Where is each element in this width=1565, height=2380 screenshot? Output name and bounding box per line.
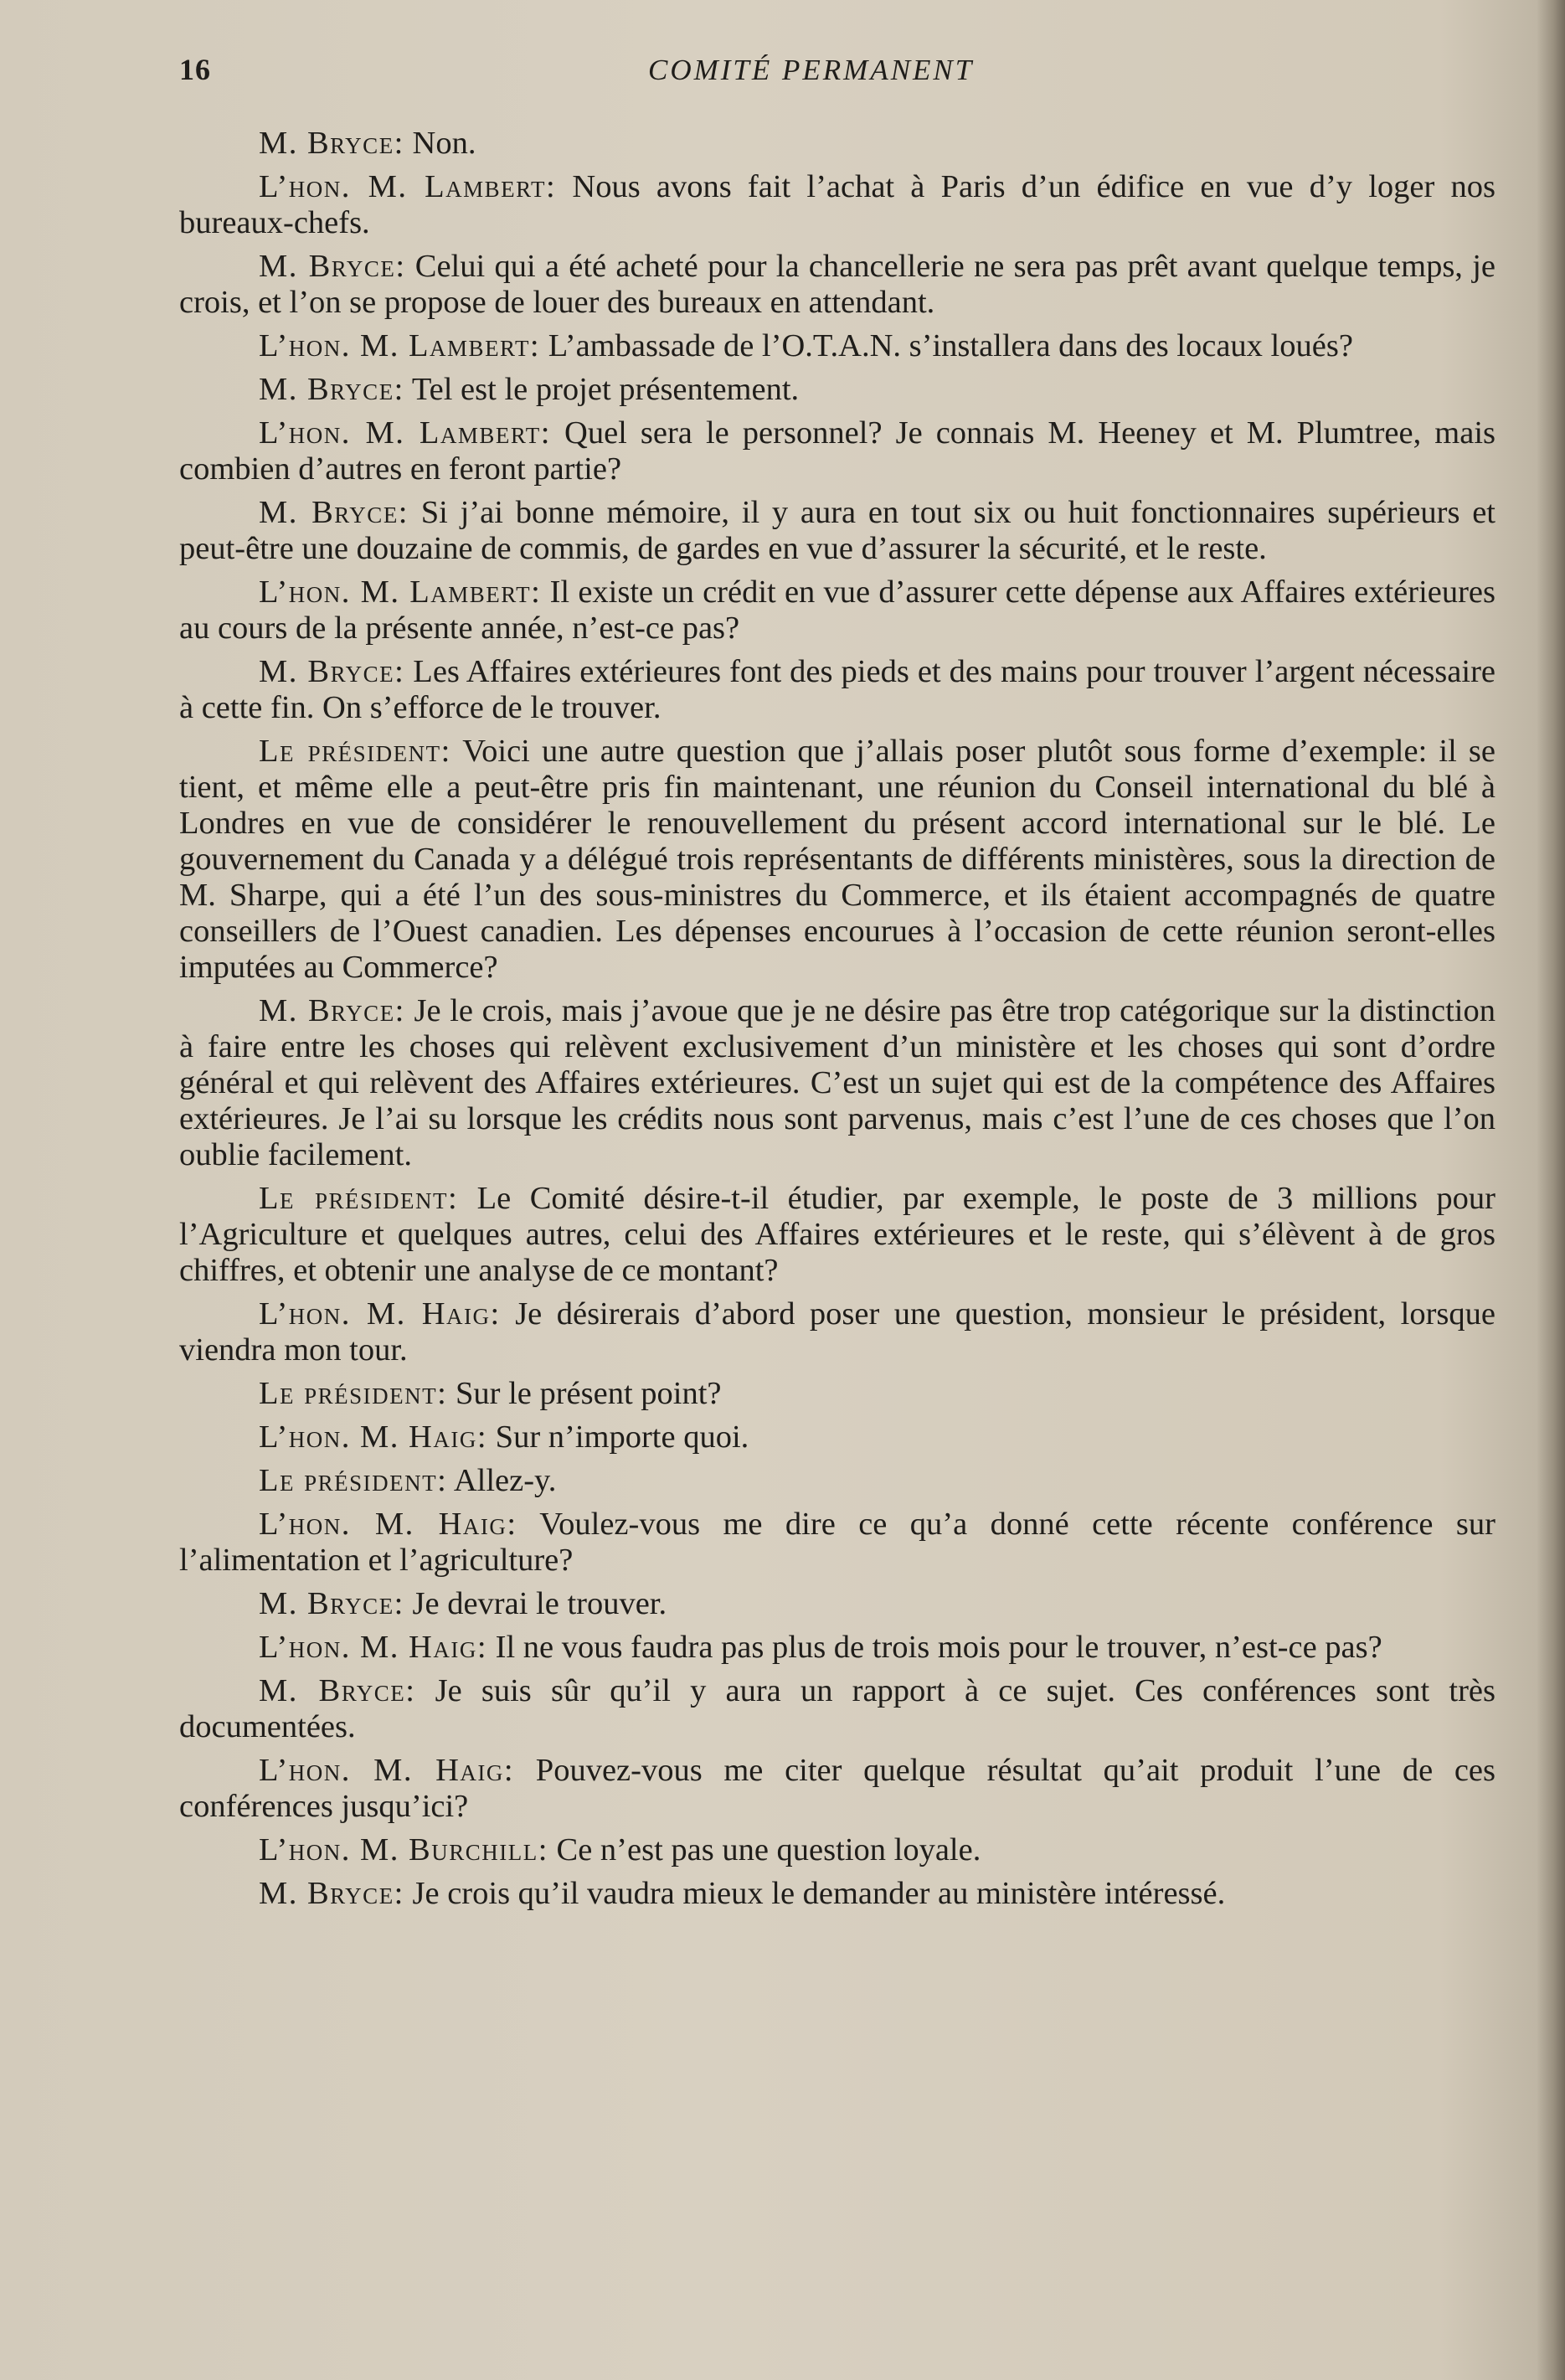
paragraph-text: Ce n’est pas une question loyale. <box>548 1832 981 1867</box>
paragraph-text: Sur n’importe quoi. <box>487 1419 749 1455</box>
paragraph <box>179 126 1496 162</box>
paragraph <box>179 495 1496 567</box>
paragraph <box>179 415 1496 487</box>
paragraph-text: Je le crois, mais j’avoue que je ne désire pas être trop catégorique sur la distinction à faire entre les choses qui relèvent exclusivement d’un ministère et les choses qui sont d’ordre général et qui relèvent des Affaires extérieures. C’est un sujet qui est de la compétence des Affaires extérieures. Je l’ai su lorsque les crédits nous sont parvenus, mais c’est l’une de ces choses que l’on oublie facilement. <box>179 993 1496 1172</box>
paragraph <box>179 1376 1496 1412</box>
speaker-name: L’hon. M. Haig: <box>259 1753 515 1788</box>
paragraph-text: Je devrai le trouver. <box>404 1586 667 1621</box>
paragraph <box>179 574 1496 647</box>
paragraph-text: Voici une autre question que j’allais poser plutôt sous forme d’exemple: il se tient, et même elle a peut-être pris fin maintenant, une réunion du Conseil international du blé à Londres en vue de considérer le renouvellement du présent accord international sur le blé. Le gouvernement du Canada y a délégué trois représentants de différents ministères, sous la direction de M. Sharpe, qui a été l’un des sous-ministres du Commerce, et ils étaient accompagnés de quatre conseillers de l’Ouest canadien. Les dépenses encourues à l’occasion de cette réunion seront-elles imputées au Commerce? <box>179 734 1496 985</box>
speaker-name: L’hon. M. Lambert: <box>259 415 551 451</box>
transcript-body <box>179 126 1496 1919</box>
paragraph <box>179 1296 1496 1368</box>
paragraph-text: Allez-y. <box>447 1463 557 1498</box>
speaker-name: M. Bryce: <box>259 126 404 161</box>
speaker-name: L’hon. M. Haig: <box>259 1419 488 1455</box>
paragraph-text: Celui qui a été acheté pour la chancellerie ne sera pas prêt avant quelque temps, je crois, et l’on se propose de louer des bureaux en attendant. <box>179 249 1496 320</box>
paragraph <box>179 1753 1496 1825</box>
paragraph <box>179 1463 1496 1499</box>
paragraph <box>179 1673 1496 1745</box>
paragraph <box>179 1630 1496 1666</box>
paragraph-text: Pouvez-vous me citer quelque résultat qu’ait produit l’une de ces conférences jusqu’ici? <box>179 1753 1496 1824</box>
paragraph-text: Quel sera le personnel? Je connais M. Heeney et M. Plumtree, mais combien d’autres en feront partie? <box>179 415 1496 487</box>
page-edge-shadow <box>1537 0 1565 2380</box>
speaker-name: M. Bryce: <box>259 654 405 689</box>
page-number: 16 <box>179 53 211 86</box>
paragraph-text: Le Comité désire-t-il étudier, par exemple, le poste de 3 millions pour l’Agriculture et quelques autres, celui des Affaires extérieures et le reste, qui s’élèvent à de gros chiffres, et obtenir une analyse de ce montant? <box>179 1181 1496 1288</box>
paragraph <box>179 169 1496 241</box>
paragraph-text: Il ne vous faudra pas plus de trois mois pour le trouver, n’est-ce pas? <box>487 1630 1382 1665</box>
paragraph <box>179 328 1496 364</box>
speaker-name: L’hon. M. Burchill: <box>259 1832 548 1867</box>
paragraph <box>179 654 1496 726</box>
paragraph <box>179 1876 1496 1912</box>
running-title: COMITÉ PERMANENT <box>648 54 975 86</box>
paragraph-text: Je crois qu’il vaudra mieux le demander au ministère intéressé. <box>404 1876 1226 1911</box>
paragraph <box>179 372 1496 408</box>
speaker-name: L’hon. M. Haig: <box>259 1630 488 1665</box>
speaker-name: M. Bryce: <box>259 1876 404 1911</box>
paragraph <box>179 734 1496 986</box>
paragraph <box>179 1181 1496 1289</box>
speaker-name: L’hon. M. Lambert: <box>259 328 541 363</box>
paragraph-text: Sur le présent point? <box>447 1376 722 1411</box>
paragraph <box>179 1507 1496 1579</box>
paragraph <box>179 993 1496 1173</box>
paragraph <box>179 249 1496 321</box>
paragraph <box>179 1586 1496 1622</box>
paragraph-text: Les Affaires extérieures font des pieds et des mains pour trouver l’argent nécessaire à cette fin. On s’efforce de le trouver. <box>179 654 1496 725</box>
speaker-name: Le président: <box>259 1181 459 1216</box>
paragraph-text: L’ambassade de l’O.T.A.N. s’installera dans des locaux loués? <box>540 328 1353 363</box>
paragraph-text: Je désirerais d’abord poser une question, monsieur le président, lorsque viendra mon tour. <box>179 1296 1496 1368</box>
paragraph-text: Voulez-vous me dire ce qu’a donné cette récente conférence sur l’alimentation et l’agriculture? <box>179 1507 1496 1578</box>
paragraph-text: Je suis sûr qu’il y aura un rapport à ce sujet. Ces conférences sont très documentées. <box>179 1673 1496 1744</box>
paragraph-text: Nous avons fait l’achat à Paris d’un édifice en vue d’y loger nos bureaux-chefs. <box>179 169 1496 240</box>
paragraph-text: Non. <box>404 126 476 161</box>
speaker-name: M. Bryce: <box>259 1586 404 1621</box>
speaker-name: Le président: <box>259 734 451 769</box>
speaker-name: M. Bryce: <box>259 1673 416 1708</box>
page-header <box>179 52 1485 94</box>
speaker-name: Le président: <box>259 1463 448 1498</box>
speaker-name: L’hon. M. Haig: <box>259 1507 517 1542</box>
speaker-name: Le président: <box>259 1376 448 1411</box>
paragraph <box>179 1419 1496 1455</box>
speaker-name: L’hon. M. Haig: <box>259 1296 501 1332</box>
speaker-name: M. Bryce: <box>259 372 404 407</box>
speaker-name: M. Bryce: <box>259 495 409 530</box>
speaker-name: M. Bryce: <box>259 249 406 284</box>
paragraph-text: Si j’ai bonne mémoire, il y aura en tout six ou huit fonctionnaires supérieurs et peut-être une douzaine de commis, de gardes en vue d’assurer la sécurité, et le reste. <box>179 495 1496 566</box>
speaker-name: M. Bryce: <box>259 993 405 1028</box>
speaker-name: L’hon. M. Lambert: <box>259 574 542 610</box>
paragraph-text: Tel est le projet présentement. <box>404 372 800 407</box>
paragraph-text: Il existe un crédit en vue d’assurer cette dépense aux Affaires extérieures au cours de la présente année, n’est-ce pas? <box>179 574 1496 646</box>
paragraph <box>179 1832 1496 1868</box>
speaker-name: L’hon. M. Lambert: <box>259 169 557 204</box>
